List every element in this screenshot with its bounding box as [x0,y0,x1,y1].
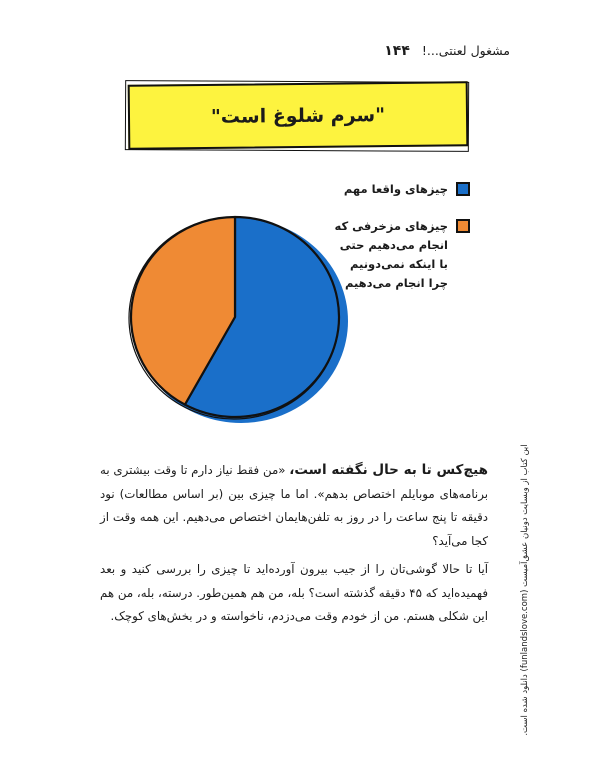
chart-title-box [128,81,469,150]
running-header [384,43,510,59]
legend-label-nonsense: چیزهای مزخرفی که انجام می‌دهیم حتی با اینکه نمی‌دونیم چرا انجام می‌دهیم [334,219,448,290]
side-watermark-text: این کتاب از وبسایت دونیان عشق‌آمیست (funlandslove.com) دانلود شده است. [520,444,530,736]
body-text [100,459,488,634]
side-watermark [514,420,536,760]
paragraph-1 [100,459,488,553]
running-title: مشغول لعنتی...! [421,43,510,58]
legend-swatch-orange [456,219,470,233]
lead-phrase: هیچ‌کس تا به حال نگفته است، [289,462,488,478]
pie-chart [110,205,360,435]
legend-item-important [210,180,470,199]
page-number: ۱۴۴ [384,43,410,59]
legend-swatch-blue [456,182,470,196]
chart-title: "سرم شلوغ است" [210,103,386,128]
legend-label-important: چیزهای واقعا مهم [343,182,448,196]
paragraph-2: آیا تا حالا گوشی‌تان را از جیب بیرون آورده‌اید تا چیزی را بررسی کنید و بعد فهمیده‌اید که ۴۵ دقیقه گذشته است؟ بله، من هم همین‌طور. درسته، بله، من هم این شکلی هستم. من از خودم وقت می‌دزدم، ناخواسته و در بخش‌های کوچک. [100,562,489,623]
paragraph-1-text: «من فقط نیاز دارم تا وقت بیشتری به برنامه‌های موبایلم اختصاص بدهم». اما ما چیزی بین (بر اساس مطالعات) نود دقیقه تا پنج ساعت را در روز به تلفن‌هایمان اختصاص می‌دهیم. این همه وقت از کجا می‌آید؟ [100,463,488,548]
